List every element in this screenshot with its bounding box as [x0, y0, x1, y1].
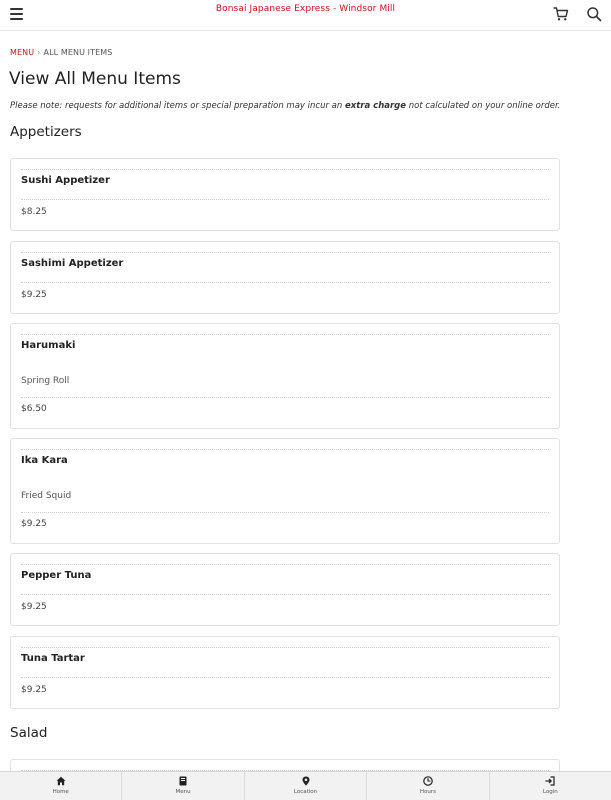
item-description: Fried Squid [21, 491, 72, 501]
item-price: $9.25 [21, 685, 47, 695]
nav-login[interactable] [490, 772, 611, 800]
order-note [10, 101, 560, 111]
menu-item-card[interactable] [10, 323, 560, 429]
section-title-appetizers: Appetizers [10, 124, 82, 140]
item-name: Tuna Tartar [21, 653, 85, 664]
breadcrumb-menu-link[interactable]: MENU [10, 48, 35, 57]
page-title: View All Menu Items [9, 69, 181, 89]
menu-item-card[interactable] [10, 438, 560, 544]
item-description: Spring Roll [21, 376, 70, 386]
divider [21, 594, 549, 595]
nav-home[interactable] [0, 772, 122, 800]
item-name: Ika Kara [21, 455, 68, 466]
divider [21, 647, 549, 648]
item-price: $9.25 [21, 290, 47, 300]
item-price: $9.25 [21, 519, 47, 529]
clock-icon [423, 776, 433, 786]
divider [21, 169, 549, 170]
divider [21, 334, 549, 335]
menu-item-card[interactable] [10, 636, 560, 709]
item-name: Harumaki [21, 340, 76, 351]
divider [21, 512, 549, 513]
divider [21, 677, 549, 678]
item-name: Sashimi Appetizer [21, 258, 124, 269]
search-icon[interactable] [586, 6, 602, 22]
divider [21, 397, 549, 398]
section-title-salad: Salad [10, 725, 48, 741]
breadcrumb-current: ALL MENU ITEMS [43, 48, 113, 57]
home-icon [56, 776, 66, 786]
menu-item-card[interactable] [10, 158, 560, 231]
menu-item-card[interactable] [10, 553, 560, 626]
item-price: $9.25 [21, 602, 47, 612]
divider [21, 282, 549, 283]
menu-item-card[interactable] [10, 241, 560, 314]
nav-label: Hours [419, 789, 436, 795]
note-emphasis: extra charge [344, 101, 407, 111]
divider [21, 449, 549, 450]
breadcrumb-separator: › [37, 48, 41, 57]
nav-label: Home [52, 789, 69, 795]
cart-icon[interactable] [553, 6, 569, 22]
login-icon [545, 776, 556, 786]
nav-hours[interactable] [367, 772, 489, 800]
nav-label: Login [542, 789, 558, 795]
item-price: $6.50 [21, 404, 47, 414]
divider [21, 564, 549, 565]
nav-location[interactable] [245, 772, 367, 800]
note-text-after: not calculated on your online order. [406, 101, 561, 111]
book-icon [178, 776, 188, 786]
item-price: $8.25 [21, 207, 47, 217]
nav-label: Menu [175, 789, 191, 795]
divider [21, 252, 549, 253]
item-name: Sushi Appetizer [21, 175, 110, 186]
nav-label: Location [293, 789, 318, 795]
bottom-nav [0, 771, 611, 800]
note-text-before: Please note: requests for additional items or special preparation may incur an [10, 101, 345, 111]
breadcrumb [10, 48, 112, 57]
location-pin-icon [301, 776, 311, 786]
item-name: Pepper Tuna [21, 570, 92, 581]
site-title[interactable]: Bonsai Japanese Express - Windsor Mill [215, 4, 396, 14]
nav-menu[interactable] [122, 772, 244, 800]
top-header [0, 0, 611, 31]
divider [21, 199, 549, 200]
